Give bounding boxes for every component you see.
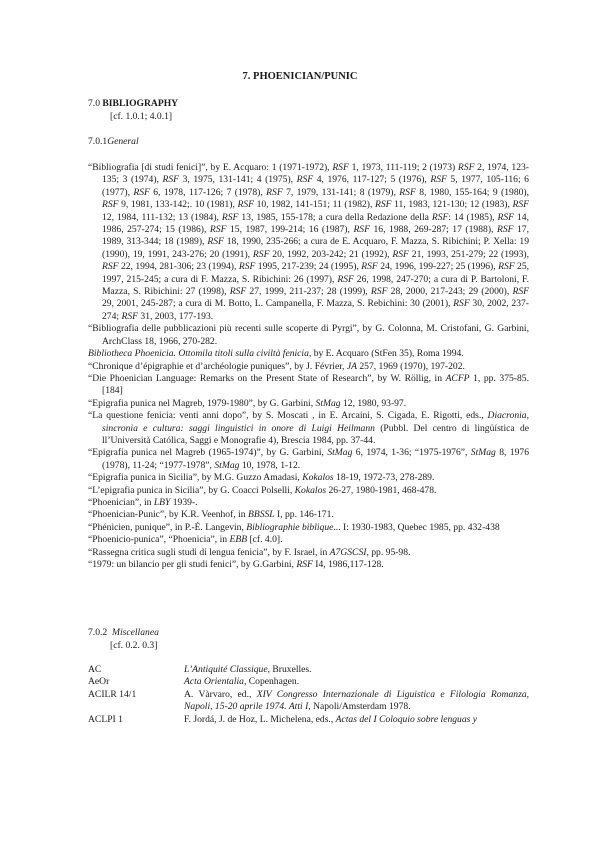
text-run: : 14 (1985), xyxy=(448,211,498,223)
reference-list xyxy=(88,162,529,571)
bibliography-entry xyxy=(88,373,529,398)
italic-text: StMag xyxy=(315,397,341,409)
section-bibliography-heading xyxy=(88,98,178,110)
text-run: 12, 1980, 93-97. xyxy=(340,397,407,409)
text-run: , pp. 95-98. xyxy=(366,546,411,558)
italic-text: Diacronia, sincronia e cultura: saggi linguistici in onore di Luigi Heilmann xyxy=(102,410,529,434)
text-run: 29, 2001, 245-287; a cura di M. Botto, L. Campanella, F. Mazza, S. Rebichini: 30 (2001), xyxy=(102,298,454,310)
text-run: 26-27, 1980-1981, 468-478. xyxy=(326,484,437,496)
italic-text: RSF xyxy=(430,174,447,186)
italic-text: RSF xyxy=(353,224,370,236)
abbreviation-definition xyxy=(184,714,529,726)
section-miscellanea-heading xyxy=(88,627,159,639)
text-run: 6, 1978, 117-126; 7 (1978), xyxy=(149,186,267,198)
text-run: 12, 1984, 111-132; 13 (1984), xyxy=(102,211,222,223)
italic-text: RSF xyxy=(238,261,256,273)
italic-text: RSF xyxy=(252,248,270,260)
italic-text: Kokalos xyxy=(302,472,334,484)
text-run: 22, 1994, 281-306; 23 (1994), xyxy=(118,261,239,273)
bibliography-entry xyxy=(88,472,529,484)
text-run: “La questione fenicia: venti anni dopo”, by S. Moscati , in E. Arcaini, S. Cigada, E. Rigotti, eds., xyxy=(88,410,488,422)
italic-text: RSF xyxy=(229,286,247,298)
text-run: 10, 1978, 1-12. xyxy=(239,459,301,471)
text-run: “1979: un bilancio per gli studi fenici”, by G.Garbini, xyxy=(88,559,297,570)
bibliography-entry xyxy=(88,509,529,521)
text-run: 20, 1992, 203-242; 21 (1992), xyxy=(269,248,393,260)
text-run: 24, 1996, 199-227; 25 (1996), xyxy=(377,261,499,273)
text-run: 9, 1981, 133-142;. 10 (1981), xyxy=(118,199,238,211)
text-run: “Bibliografia [di studi fenici]”, by E. Acquaro: 1 (1971-1972), xyxy=(88,162,333,173)
text-run: “Phoenicio-punica”, “Phoenicia”, in xyxy=(88,534,230,546)
abbreviation-row xyxy=(88,689,529,714)
text-run: , by E. Acquaro (StFen 35), Roma 1994. xyxy=(308,348,464,360)
text-run: 18-19, 1972-73, 278-289. xyxy=(333,472,435,484)
text-run: 17, 1989, 313-344; 18 (1989), xyxy=(102,224,530,248)
text-run: 16, 1988, 269-287; 17 (1988), xyxy=(369,224,497,236)
text-run: “Phoenician-Punic”, by K.R. Veenhof, in xyxy=(88,509,248,521)
italic-text: ACFP xyxy=(445,372,470,384)
abbreviation-key: AeOr xyxy=(88,676,110,688)
abbreviation-row xyxy=(88,714,529,726)
text-run: 13, 1985, 155-178; a cura della Redazione della xyxy=(238,211,432,223)
text-run: 257, 1969 (1970), 197-202. xyxy=(356,360,465,372)
italic-text: RSF xyxy=(162,174,180,186)
italic-text: StMag xyxy=(327,447,353,459)
italic-text: XIV Congresso Internazionale di Liguistica e Filologia Romanza, Napoli, 15-20 aprile 1974. Atti I xyxy=(184,688,530,713)
text-run: “Epigrafia punica in Sicilia”, by M.G. Guzzo Amadasi, xyxy=(88,472,303,484)
section-title: Miscellanea xyxy=(111,627,159,638)
italic-text: BBSSL xyxy=(247,509,275,521)
bibliography-entry xyxy=(88,559,529,571)
text-run: 14, 1986, 257-274; 15 (1986), xyxy=(102,211,529,236)
abbreviation-key: ACILR 14/1 xyxy=(88,688,137,700)
italic-text: A7GSCSI xyxy=(329,546,367,558)
bibliography-entry xyxy=(88,447,529,472)
section-number: 7.0.2 xyxy=(88,627,108,638)
italic-text: RSF xyxy=(237,199,254,211)
text-run: 31, 2003, 177-193. xyxy=(138,310,214,322)
text-run: (Pubbl. Del centro di lingüística de ll’Università Católica, Saggi e Monografie 4), Brescia 1984, pp. 37-44. xyxy=(102,422,530,446)
italic-text: Bibliographie biblique xyxy=(246,521,334,533)
text-run: F. Jordá, J. de Hoz, L. Michelena, eds., xyxy=(184,713,336,725)
text-run: 11, 1983, 121-130; 12 (1983), xyxy=(391,199,513,211)
bibliography-entry xyxy=(88,162,529,323)
italic-text: RSF xyxy=(457,162,475,173)
italic-text: RSF xyxy=(207,236,224,248)
abbreviation-key: ACLPI 1 xyxy=(88,713,123,725)
italic-text: Kokalos xyxy=(294,484,327,496)
text-run: 26, 1998, 247-270; a cura di P. Bartoloni, F. Mazza, S. Ribichini: 27 (1998), xyxy=(102,273,529,298)
italic-text: RSF xyxy=(431,211,449,223)
text-run: 21, 1993, 251-279; 22 (1993), xyxy=(408,248,530,260)
italic-text: RSF xyxy=(133,186,150,198)
text-run: 2, 1974, 123-135; 3 (1974), xyxy=(102,162,529,186)
text-run: 1, pp. 375-85. [184] xyxy=(102,372,529,397)
bibliography-entry xyxy=(88,497,529,509)
text-run: 1995, 217-239; 24 (1995), xyxy=(255,261,362,273)
text-run: I4, 1986,117-128. xyxy=(312,559,384,570)
section-number: 7.0 xyxy=(88,98,100,109)
italic-text: Bibliotheca Phoenicia. Ottomila titoli sulla civiltà fenicia xyxy=(88,348,309,360)
italic-text: RSF xyxy=(374,199,392,211)
italic-text: RSF xyxy=(512,199,530,211)
bibliography-entry xyxy=(88,323,529,348)
bibliography-entry xyxy=(88,547,529,559)
text-run: “Rassegna critica sugli studi di lengua fenicia”, by F. Israel, in xyxy=(88,546,330,558)
italic-text: StMag xyxy=(470,447,496,459)
text-run: “Phoenician”, in xyxy=(88,496,154,508)
text-run: 30, 2002, 237-274; xyxy=(102,298,530,322)
bibliography-entry xyxy=(88,485,529,497)
bibliography-entry xyxy=(88,348,529,360)
italic-text: RSF xyxy=(512,286,530,298)
cross-reference: [cf. 0.2. 0.3] xyxy=(110,640,158,651)
text-run: , Napoli/Amsterdam 1978. xyxy=(308,701,411,713)
italic-text: StMag xyxy=(214,459,240,471)
text-run: 27, 1999, 211-237; 28 (1999), xyxy=(246,286,371,298)
bibliography-entry xyxy=(88,398,529,410)
bibliography-entry xyxy=(88,361,529,373)
section-general-heading xyxy=(88,136,139,148)
italic-text: Actas del I Coloquio sobre lenguas y xyxy=(335,713,478,725)
text-run: 8, 1980, 155-164; 9 (1980), xyxy=(415,186,530,198)
italic-text: RSF xyxy=(332,162,349,173)
text-run: 5, 1977, 105-116; 6 (1977), xyxy=(102,174,529,198)
italic-text: RSF xyxy=(399,186,416,198)
italic-text: RSF xyxy=(102,199,119,211)
italic-text: Acta Orientalia xyxy=(184,676,244,688)
italic-text: RSF xyxy=(370,286,388,298)
text-run: “Chronique d’épigraphie et d’archéologie puniques”, by J. Février, xyxy=(88,360,347,372)
text-run: 18, 1990, 235-266; a cura de E. Acquaro, F. Mazza, S. Ribichini; P. Xella: 19 (1990), 19, 1991, 243-276; 20 (1991), xyxy=(102,236,530,260)
text-run: “Epigrafia punica nel Magreb, 1979-1980”, by G. Garbini, xyxy=(88,397,316,409)
text-run: 1939-. xyxy=(170,496,198,508)
italic-text: L’Antiquité Classique xyxy=(184,664,268,675)
text-run: 28, 2000, 217-243; 29 (2000), xyxy=(387,286,513,298)
italic-text: RSF xyxy=(361,261,378,273)
italic-text: RSF xyxy=(497,211,515,223)
text-run: ... I: 1930-1983, Quebec 1985, pp. 432-438 xyxy=(333,521,500,533)
section-number: 7.0.1 xyxy=(88,136,108,147)
abbreviation-definition xyxy=(184,676,529,688)
italic-text: RSF xyxy=(392,248,409,260)
text-run: , Copenhagen. xyxy=(243,676,300,688)
text-run: A. Vàrvaro, ed., xyxy=(184,688,257,700)
text-run: 4, 1976, 117-127; 5 (1976), xyxy=(313,174,431,186)
italic-text: RSF xyxy=(221,211,239,223)
text-run: 8, 1976 (1978), 11-24; “1977-1978”, xyxy=(102,447,529,471)
text-run: “Bibliografia delle pubblicazioni più recenti sulle scoperte di Pyrgi”, by G. Colonna, M. Cristofani, G. Garbini, ArchClass 18, 1966, 270-282. xyxy=(88,323,529,347)
abbreviation-definition xyxy=(184,664,529,676)
bibliography-entry xyxy=(88,410,529,447)
section-title: BIBLIOGRAPHY xyxy=(102,98,179,109)
italic-text: RSF xyxy=(296,174,314,186)
text-run: 25, 1997, 215-245; a cura di F. Mazza, S. Ribichini: 26 (1997), xyxy=(102,261,530,285)
italic-text: RSF xyxy=(498,261,515,273)
italic-text: RSF xyxy=(121,310,138,322)
italic-text: RSF xyxy=(102,261,119,273)
text-run: , Bruxelles. xyxy=(267,664,312,675)
text-run: 6, 1974, 1-36; “1975-1976”, xyxy=(352,447,471,459)
bibliography-entry xyxy=(88,534,529,546)
page-title: 7. PHOENICIAN/PUNIC xyxy=(242,71,358,82)
text-run: 7, 1979, 131-141; 8 (1979), xyxy=(282,186,400,198)
abbreviation-key: AC xyxy=(88,664,102,675)
italic-text: RSF xyxy=(266,186,283,198)
abbreviation-definition xyxy=(184,689,529,714)
cross-reference: [cf. 1.0.1; 4.0.1] xyxy=(110,111,173,122)
abbreviation-row xyxy=(88,664,529,676)
italic-text: RSF xyxy=(453,298,470,310)
italic-text: LBY xyxy=(153,496,171,508)
text-run: “Phénicien, punique”, in P.-É. Langevin, xyxy=(88,521,247,533)
abbreviation-list xyxy=(88,664,529,726)
section-title: General xyxy=(107,136,139,147)
text-run: “Epigrafia punica nel Magreb (1965-1974)”, by G. Garbini, xyxy=(88,447,328,459)
text-run: I, pp. 146-171. xyxy=(274,509,334,521)
text-run: “L’epigrafia punica in Sicilia”, by G. Coacci Polselli, xyxy=(88,484,295,496)
abbreviation-row xyxy=(88,676,529,688)
text-run: 10, 1982, 141-151; 11 (1982), xyxy=(254,199,375,211)
text-run: 1, 1973, 111-119; 2 (1973) xyxy=(348,162,458,173)
italic-text: EBB xyxy=(229,534,248,546)
italic-text: RSF xyxy=(496,224,514,236)
text-run: [cf. 4.0]. xyxy=(247,534,283,546)
italic-text: JA xyxy=(346,360,357,372)
italic-text: RSF xyxy=(337,273,354,285)
italic-text: RSF xyxy=(209,224,227,236)
text-run: 15, 1987, 199-214; 16 (1987), xyxy=(226,224,354,236)
italic-text: RSF xyxy=(296,559,313,570)
text-run: 3, 1975, 131-141; 4 (1975), xyxy=(179,174,297,186)
bibliography-entry xyxy=(88,522,529,534)
text-run: “Die Phoenician Language: Remarks on the Present State of Research”, by W. Röllig, in xyxy=(88,372,446,384)
